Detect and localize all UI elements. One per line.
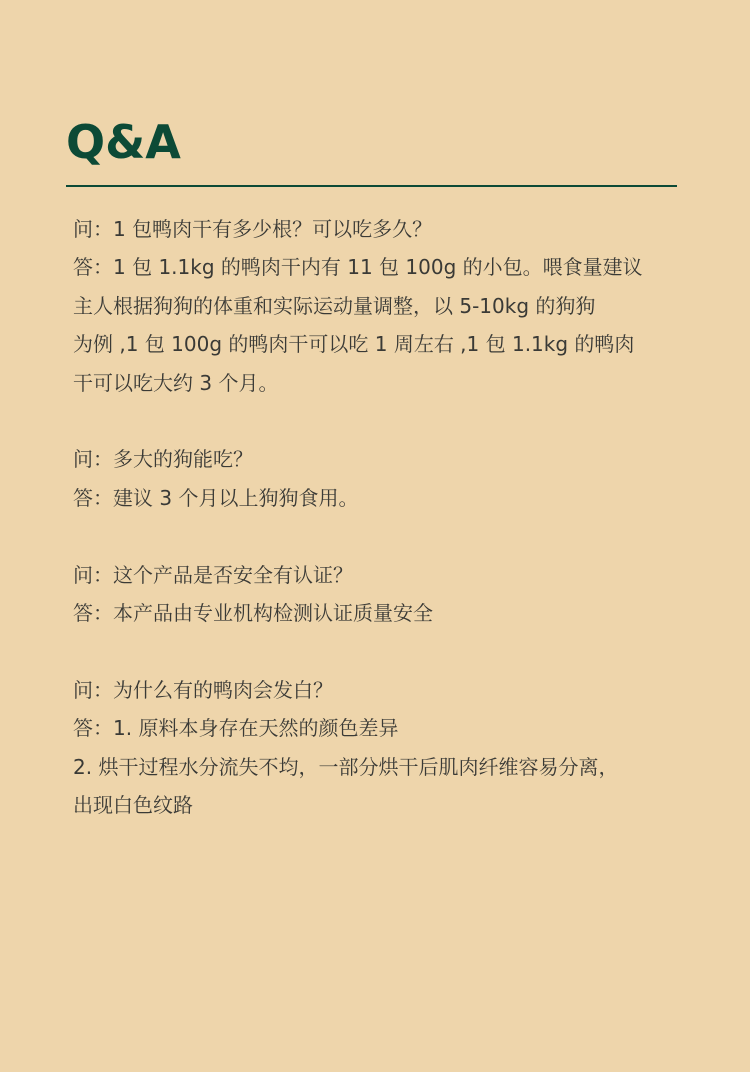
answer-line: 2. 烘干过程水分流失不均，一部分烘干后肌肉纤维容易分离，	[73, 754, 619, 779]
answer-line: 答：建议 3 个月以上狗狗食用。	[73, 485, 359, 510]
qa-item	[73, 556, 683, 633]
answer-line: 干可以吃大约 3 个月。	[73, 370, 279, 395]
qa-item	[73, 671, 683, 825]
answer-line: 出现白色纹路	[73, 793, 193, 818]
question: 问：为什么有的鸭肉会发白？	[73, 677, 333, 702]
question: 问：1 包鸭肉干有多少根？可以吃多久？	[73, 217, 433, 241]
answer-line: 答：本产品由专业机构检测认证质量安全	[73, 601, 433, 626]
qa-item	[73, 210, 683, 402]
qa-list	[73, 210, 683, 863]
question: 问：这个产品是否安全有认证？	[73, 562, 353, 587]
qa-item	[73, 440, 683, 517]
answer-line: 为例 ,1 包 100g 的鸭肉干可以吃 1 周左右 ,1 包 1.1kg 的鸭肉	[73, 332, 635, 357]
answer-line: 答：1 包 1.1kg 的鸭肉干内有 11 包 100g 的小包。喂食量建议	[73, 255, 643, 280]
answer-line: 主人根据狗狗的体重和实际运动量调整，以 5-10kg 的狗狗	[73, 293, 596, 318]
answer-line: 答：1. 原料本身存在天然的颜色差异	[73, 716, 399, 741]
question: 问：多大的狗能吃？	[73, 447, 253, 472]
page-title: Q&A	[66, 115, 181, 169]
title-divider	[66, 185, 677, 187]
